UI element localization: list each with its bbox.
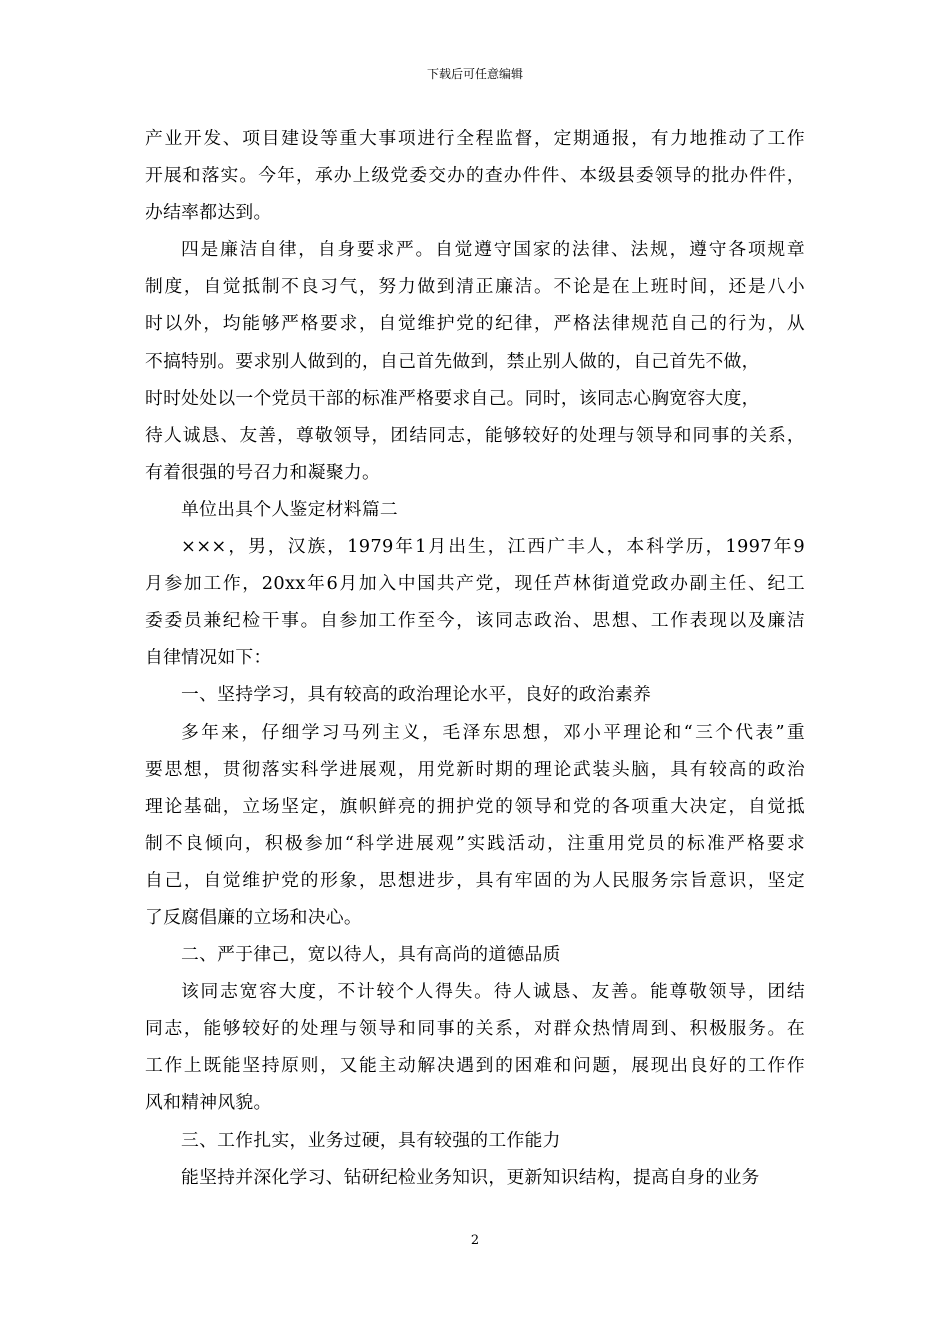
- paragraph-line: 风和精神风貌。: [145, 1092, 272, 1114]
- section-heading: 三、工作扎实，业务过硬，具有较强的工作能力: [181, 1129, 561, 1151]
- paragraph-line: 不搞特别。要求别人做到的，自己首先做到，禁止别人做的，自己首先不做，: [145, 350, 760, 372]
- paragraph-line: 制度，自觉抵制不良习气，努力做到清正廉洁。不论是在上班时间，还是八小: [145, 276, 805, 298]
- paragraph-line: 时以外，均能够严格要求，自觉维护党的纪律，严格法律规范自己的行为，从: [145, 313, 805, 335]
- paragraph-line: 委委员兼纪检干事。自参加工作至今，该同志政治、思想、工作表现以及廉洁: [145, 610, 805, 632]
- section-heading: 一、坚持学习，具有较高的政治理论水平，良好的政治素养: [181, 684, 652, 706]
- paragraph-line: 同志，能够较好的处理与领导和同事的关系，对群众热情周到、积极服务。在: [145, 1018, 805, 1040]
- page-header: 下载后可任意编辑: [426, 67, 523, 81]
- section-heading: 二、严于律己，宽以待人，具有高尚的道德品质: [181, 944, 561, 966]
- paragraph-line: 理论基础，立场坚定，旗帜鲜亮的拥护党的领导和党的各项重大决定，自觉抵: [145, 795, 805, 817]
- paragraph-line: 待人诚恳、友善，尊敬领导，团结同志，能够较好的处理与领导和同事的关系，: [145, 424, 805, 446]
- paragraph-line: 开展和落实。今年，承办上级党委交办的查办件件、本级县委领导的批办件件，: [145, 165, 805, 187]
- paragraph-line: 自律情况如下：: [145, 647, 272, 669]
- paragraph-line: 该同志宽容大度，不计较个人得失。待人诚恳、友善。能尊敬领导，团结: [181, 981, 805, 1003]
- paragraph-line: ×××，男，汉族，1979年1月出生，江西广丰人，本科学历，1997年9: [181, 536, 805, 558]
- paragraph-line: 自己，自觉维护党的形象，思想进步，具有牢固的为人民服务宗旨意识，坚定: [145, 869, 805, 891]
- paragraph-line: 月参加工作，20xx年6月加入中国共产党，现任芦林街道党政办副主任、纪工: [145, 573, 805, 595]
- paragraph-line: 工作上既能坚持原则，又能主动解决遇到的困难和问题，展现出良好的工作作: [145, 1055, 805, 1077]
- paragraph-line: 能坚持并深化学习、钻研纪检业务知识，更新知识结构，提高自身的业务: [181, 1166, 760, 1188]
- paragraph-line: 制不良倾向，积极参加“科学进展观”实践活动，注重用党员的标准严格要求: [145, 832, 805, 854]
- section-title: 单位出具个人鉴定材料篇二: [181, 498, 398, 520]
- paragraph-line: 办结率都达到。: [145, 202, 272, 224]
- paragraph-line: 产业开发、项目建设等重大事项进行全程监督，定期通报，有力地推动了工作: [145, 128, 805, 149]
- page-number: 2: [470, 1233, 480, 1248]
- document-body: [145, 120, 805, 1196]
- paragraph-line: 四是廉洁自律，自身要求严。自觉遵守国家的法律、法规，遵守各项规章: [181, 239, 805, 261]
- paragraph-line: 有着很强的号召力和凝聚力。: [145, 461, 381, 483]
- paragraph-line: 多年来，仔细学习马列主义，毛泽东思想，邓小平理论和“三个代表”重: [181, 721, 805, 743]
- paragraph-line: 了反腐倡廉的立场和决心。: [145, 906, 362, 928]
- paragraph-line: 时时处处以一个党员干部的标准严格要求自己。同时，该同志心胸宽容大度，: [145, 387, 760, 409]
- paragraph-line: 要思想，贯彻落实科学进展观，用党新时期的理论武装头脑，具有较高的政治: [145, 758, 805, 780]
